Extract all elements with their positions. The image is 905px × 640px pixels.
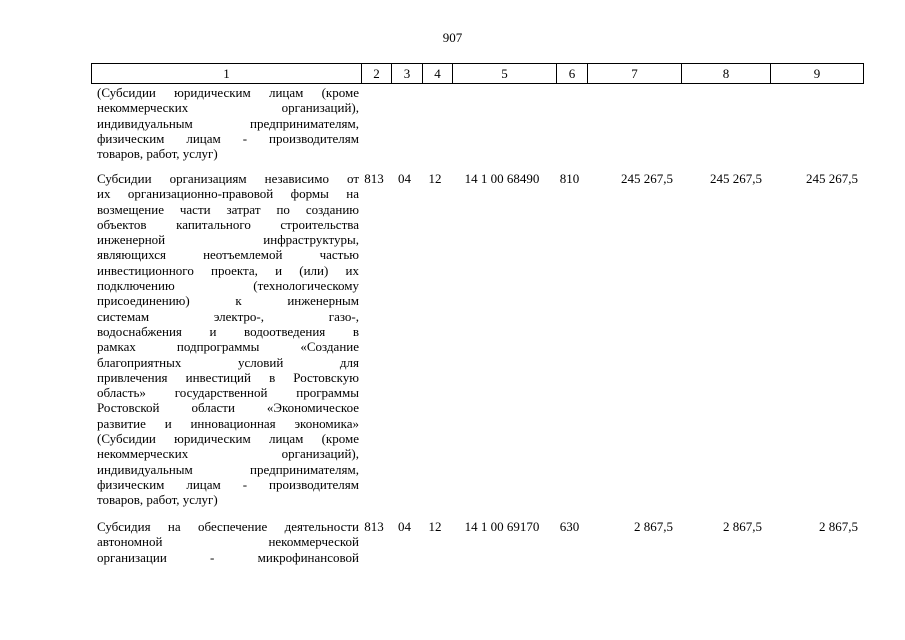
cell-amount-9: 2 867,5 bbox=[819, 519, 858, 534]
description-line: привлечения инвестиций в Ростовскую bbox=[97, 369, 359, 385]
description-line: товаров, работ, услуг) bbox=[97, 492, 218, 508]
description-line: Субсидия на обеспечение деятельности bbox=[97, 519, 359, 534]
column-header-8: 8 bbox=[682, 64, 771, 83]
description-line: товаров, работ, услуг) bbox=[97, 146, 218, 162]
description-line: развитие и инновационная экономика» bbox=[97, 415, 359, 431]
row-description bbox=[91, 519, 359, 565]
table-row bbox=[91, 171, 864, 508]
description-line: некоммерческих организаций), bbox=[97, 100, 359, 116]
column-header-4: 4 bbox=[423, 64, 453, 83]
description-line: область» государственной программы bbox=[97, 385, 359, 401]
description-line: (Субсидии юридическим лицам (кроме bbox=[97, 85, 359, 100]
description-line: инженерной инфраструктуры, bbox=[97, 232, 359, 248]
description-line: являющихся неотъемлемой частью bbox=[97, 247, 359, 263]
cell-amount-9: 245 267,5 bbox=[806, 171, 858, 186]
description-line: физическим лицам - производителям bbox=[97, 476, 359, 492]
column-header-2: 2 bbox=[362, 64, 392, 83]
description-line: водоснабжения и водоотведения в bbox=[97, 323, 359, 339]
description-line: организации - микрофинансовой bbox=[97, 549, 359, 565]
column-header-9: 9 bbox=[813, 66, 821, 81]
row-description bbox=[91, 85, 359, 161]
column-header-6: 6 bbox=[557, 64, 588, 83]
page-number: 907 bbox=[442, 30, 463, 45]
description-line: объектов капитального строительства bbox=[97, 216, 359, 232]
description-line: индивидуальным предпринимателям, bbox=[97, 461, 359, 477]
description-line: некоммерческих организаций), bbox=[97, 446, 359, 462]
description-line: их организационно-правовой формы на bbox=[97, 186, 359, 202]
cell-section-code: 04 bbox=[398, 519, 411, 534]
cell-ministry-code: 813 bbox=[364, 519, 384, 534]
description-line: индивидуальным предпринимателям, bbox=[97, 115, 359, 131]
description-line: системам электро-, газо-, bbox=[97, 308, 359, 324]
description-line: физическим лицам - производителям bbox=[97, 130, 359, 146]
cell-amount-7: 2 867,5 bbox=[634, 519, 673, 534]
cell-target-article: 14 1 00 69170 bbox=[464, 519, 540, 534]
cell-ministry-code: 813 bbox=[364, 171, 384, 186]
description-line: (Субсидии юридическим лицам (кроме bbox=[97, 431, 359, 447]
column-header-1: 1 bbox=[92, 64, 362, 83]
description-line: возмещение части затрат по созданию bbox=[97, 201, 359, 217]
description-line: автономной некоммерческой bbox=[97, 534, 359, 550]
cell-expense-type: 630 bbox=[559, 519, 580, 534]
description-line: инвестиционного проекта, и (или) их bbox=[97, 262, 359, 278]
cell-amount-7: 245 267,5 bbox=[621, 171, 673, 186]
description-line: благоприятных условий для bbox=[97, 354, 359, 370]
description-line: подключению (технологическому bbox=[97, 278, 359, 294]
table-header bbox=[91, 63, 864, 84]
description-line: присоединению) к инженерным bbox=[97, 293, 359, 309]
table-row bbox=[91, 519, 864, 565]
cell-subsection-code: 12 bbox=[428, 171, 442, 186]
column-header-7: 7 bbox=[588, 64, 682, 83]
table-row bbox=[91, 85, 864, 161]
cell-amount-8: 2 867,5 bbox=[723, 519, 762, 534]
description-line: рамках подпрограммы «Создание bbox=[97, 339, 359, 355]
column-header-3: 3 bbox=[392, 64, 423, 83]
cell-expense-type: 810 bbox=[559, 171, 580, 186]
column-header-5: 5 bbox=[453, 64, 557, 83]
row-description bbox=[91, 171, 359, 508]
description-line: Ростовской области «Экономическое bbox=[97, 400, 359, 416]
cell-amount-8: 245 267,5 bbox=[710, 171, 762, 186]
cell-section-code: 04 bbox=[398, 171, 411, 186]
description-line: Субсидии организациям независимо от bbox=[97, 171, 359, 186]
cell-target-article: 14 1 00 68490 bbox=[464, 171, 540, 186]
cell-subsection-code: 12 bbox=[428, 519, 442, 534]
